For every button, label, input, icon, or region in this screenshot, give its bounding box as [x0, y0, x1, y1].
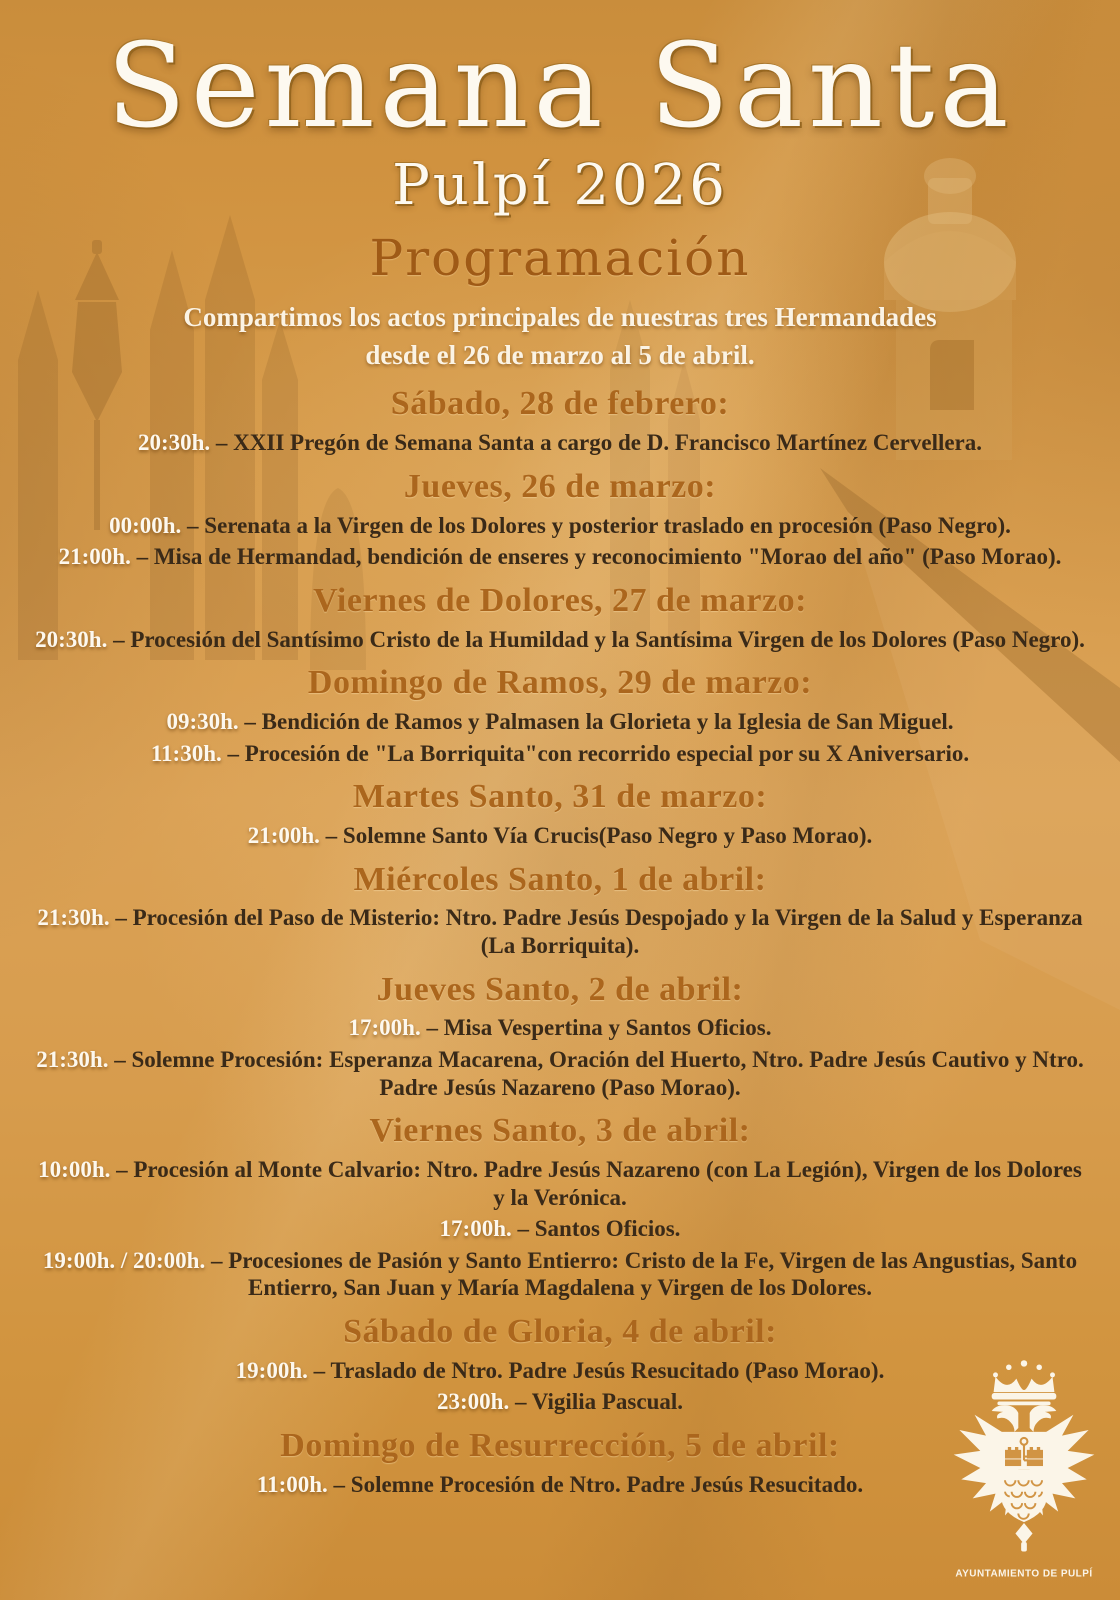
ayuntamiento-label: AYUNTAMIENTO DE PULPÍ [955, 1568, 1093, 1580]
event-time: 10:00h. [38, 1156, 111, 1182]
section-heading: Sábado de Gloria, 4 de abril: [343, 1312, 777, 1350]
event-text: – Procesión del Santísimo Cristo de la Humildad y la Santísima Virgen de los Dolores (Paso Negro). [113, 626, 1085, 652]
section-heading: Miércoles Santo, 1 de abril: [353, 860, 767, 898]
event-item [32, 626, 1088, 654]
eagle-head-right-icon [1030, 1405, 1057, 1432]
event-item [32, 1046, 1088, 1101]
event-text: – XXII Pregón de Semana Santa a cargo de D. Francisco Martínez Cervellera. [215, 430, 983, 456]
event-item [32, 1215, 1088, 1243]
section-heading: Viernes de Dolores, 27 de marzo: [313, 581, 807, 619]
event-item [32, 512, 1088, 540]
program-section [32, 777, 1088, 849]
program-section [32, 970, 1088, 1102]
event-text: – Solemne Procesión: Esperanza Macarena, Oración del Huerto, Ntro. Padre Jesús Cautivo y Ntro. Padre Jesús Nazareno (Paso Morao). [114, 1046, 1084, 1100]
event-time: 21:30h. [37, 905, 110, 931]
eagle-head-left-icon [992, 1405, 1019, 1432]
program-section [32, 581, 1088, 653]
program-section [32, 1426, 1088, 1498]
event-time: 19:00h. / 20:00h. [42, 1247, 206, 1273]
event-time: 17:00h. [348, 1015, 421, 1041]
event-text: – Solemne Santo Vía Crucis(Paso Negro y Paso Morao). [325, 823, 873, 848]
event-text: – Procesiones de Pasión y Santo Entierro: Cristo de la Fe, Virgen de las Angustias, Santo Entierro, San Juan y María Magdalena y Virgen de los Dolores. [210, 1247, 1078, 1301]
program-section [32, 1111, 1088, 1302]
event-item [32, 708, 1088, 736]
ayuntamiento-crest-icon [948, 1348, 1100, 1586]
program-section [32, 1312, 1088, 1416]
event-item [32, 1388, 1088, 1416]
event-text: – Procesión del Paso de Misterio: Ntro. Padre Jesús Despojado y la Virgen de la Salud y Esperanza (La Borriquita). [115, 905, 1083, 958]
event-time: 20:30h. [137, 430, 211, 456]
event-item [32, 904, 1088, 959]
event-item [32, 1357, 1088, 1385]
section-heading: Viernes Santo, 3 de abril: [369, 1112, 751, 1150]
event-time: 09:30h. [166, 709, 239, 735]
section-heading: Domingo de Resurrección, 5 de abril: [280, 1426, 840, 1464]
event-time: 19:00h. [235, 1357, 308, 1383]
intro-text [110, 298, 1010, 375]
event-time: 23:00h. [437, 1389, 510, 1415]
event-time: 21:00h. [58, 544, 131, 570]
event-time: 21:30h. [36, 1046, 109, 1072]
program-heading: Programación [369, 229, 751, 288]
program-section [32, 860, 1088, 960]
event-time: 17:00h. [439, 1216, 512, 1242]
intro-line-2: desde el 26 de marzo al 5 de abril. [365, 340, 755, 371]
poster-content [0, 19, 1120, 1498]
event-text: – Procesión al Monte Calvario: Ntro. Padre Jesús Nazareno (con La Legión), Virgen de los Dolores y la Verónica. [116, 1156, 1082, 1210]
event-item [32, 740, 1088, 768]
program-section [32, 663, 1088, 767]
event-item [32, 1014, 1088, 1042]
event-item [32, 543, 1088, 571]
event-item [32, 429, 1088, 457]
event-item [32, 822, 1088, 850]
section-heading: Martes Santo, 31 de marzo: [352, 778, 768, 816]
event-text: – Bendición de Ramos y Palmasen la Glorieta y la Iglesia de San Miguel. [244, 709, 954, 735]
event-text: – Procesión de "La Borriquita"con recorrido especial por su X Aniversario. [227, 740, 970, 766]
section-heading: Sábado, 28 de febrero: [390, 385, 730, 423]
poster-subtitle: Pulpí 2026 [392, 152, 728, 218]
event-text: – Solemne Procesión de Ntro. Padre Jesús Resucitado. [333, 1471, 864, 1497]
event-time: 00:00h. [109, 512, 182, 538]
poster-title: Semana Santa [106, 19, 1014, 154]
event-time: 21:00h. [247, 823, 320, 848]
event-text: – Vigilia Pascual. [514, 1389, 683, 1415]
event-time: 20:30h. [35, 626, 108, 652]
event-item [32, 1156, 1088, 1211]
event-text: – Traslado de Ntro. Padre Jesús Resucitado (Paso Morao). [313, 1357, 885, 1383]
section-heading: Jueves Santo, 2 de abril: [376, 970, 744, 1008]
event-time: 11:30h. [150, 740, 222, 766]
event-time: 11:00h. [256, 1471, 328, 1497]
section-heading: Jueves, 26 de marzo: [403, 467, 717, 505]
event-text: – Santos Oficios. [517, 1216, 681, 1242]
event-text: – Serenata a la Virgen de los Dolores y posterior traslado en procesión (Paso Negro). [187, 512, 1011, 538]
section-heading: Domingo de Ramos, 29 de marzo: [307, 664, 813, 702]
event-text: – Misa de Hermandad, bendición de enseres y reconocimiento "Morao del año" (Paso Morao). [136, 544, 1062, 570]
event-text: – Misa Vespertina y Santos Oficios. [426, 1015, 772, 1041]
program-section [32, 384, 1088, 456]
event-item [32, 1471, 1088, 1499]
intro-line-1: Compartimos los actos principales de nuestras tres Hermandades [183, 301, 937, 332]
program-section [32, 467, 1088, 571]
event-item [32, 1247, 1088, 1302]
